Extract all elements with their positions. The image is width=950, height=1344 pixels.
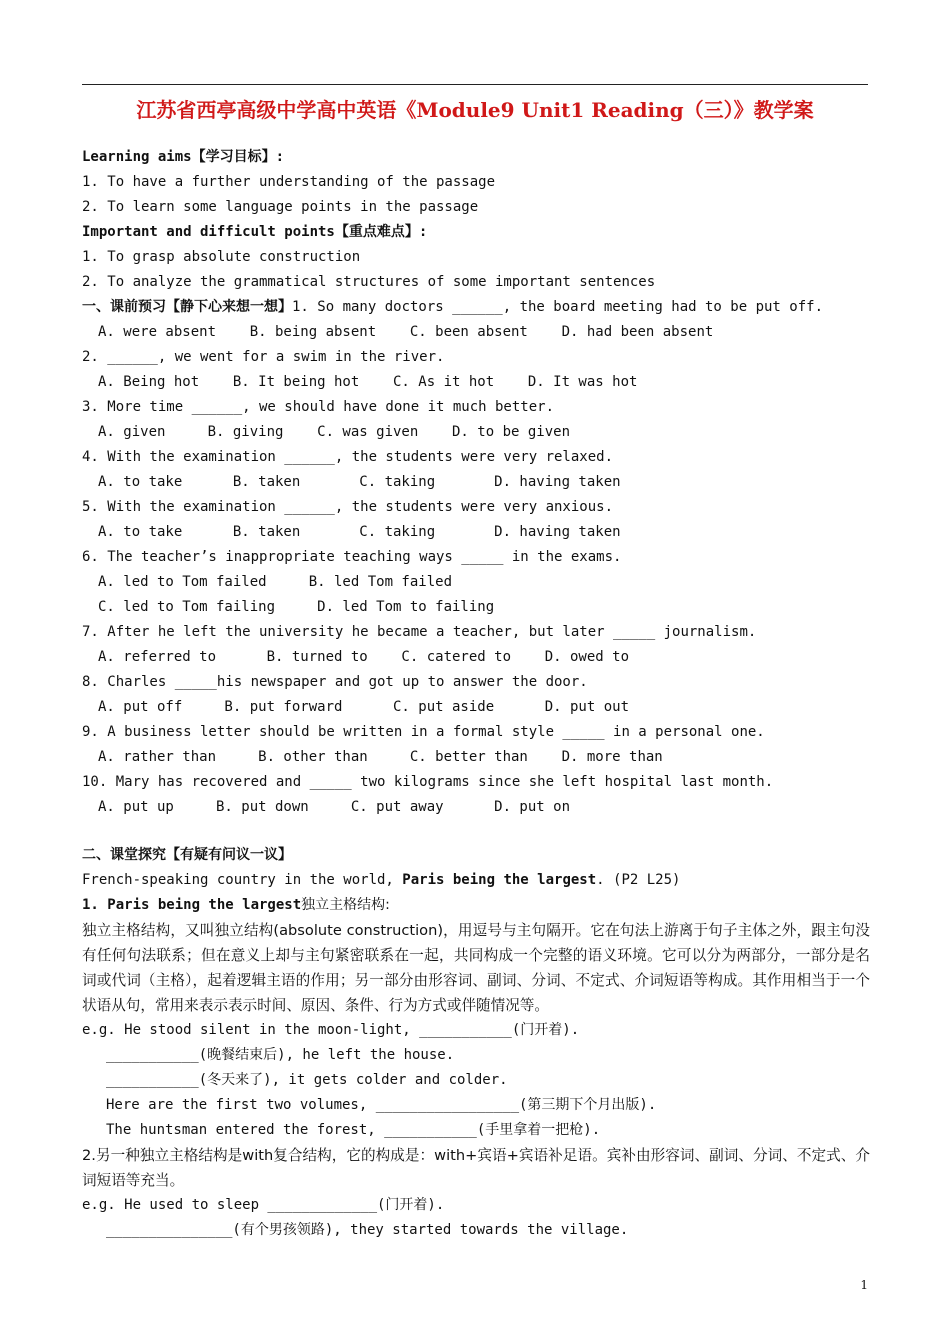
quote-sentence	[82, 868, 872, 893]
point1-heading	[82, 893, 872, 918]
point1-label: 独立主格结构:	[301, 897, 390, 913]
point1-phrase: 1. Paris being the largest	[82, 897, 302, 913]
example-line: The huntsman entered the forest, ___________(手里拿着一把枪).	[106, 1122, 601, 1138]
document-body	[82, 145, 872, 1243]
question-options: A. put up B. put down C. put away D. put on	[98, 799, 571, 815]
quote-reference: . (P2 L25)	[596, 872, 681, 888]
question-options: A. Being hot B. It being hot C. As it hot D. It was hot	[98, 374, 638, 390]
question-options: A. were absent B. being absent C. been absent D. had been absent	[98, 324, 714, 340]
learning-aim-item: 1. To have a further understanding of the passage	[82, 174, 496, 190]
question-stem: 7. After he left the university he became a teacher, but later _____ journalism.	[82, 624, 757, 640]
example-line: Here are the first two volumes, _________________(第三期下个月出版).	[106, 1097, 657, 1113]
question-stem: 9. A business letter should be written in a formal style _____ in a personal one.	[82, 724, 765, 740]
question-options: A. led to Tom failed B. led Tom failed	[98, 574, 453, 590]
key-point-item: 1. To grasp absolute construction	[82, 249, 361, 265]
example-line: e.g. He stood silent in the moon-light, ___________(门开着).	[82, 1022, 580, 1038]
section2-heading: 二、课堂探究【有疑有问议一议】	[82, 847, 292, 863]
key-points-heading: Important and difficult points【重点难点】:	[82, 224, 428, 240]
question-stem: 4. With the examination ______, the students were very relaxed.	[82, 449, 614, 465]
question-stem: 5. With the examination ______, the students were very anxious.	[82, 499, 614, 515]
question-options: A. referred to B. turned to C. catered to D. owed to	[98, 649, 630, 665]
header-rule	[82, 84, 868, 85]
example-line: ___________(晚餐结束后), he left the house.	[106, 1047, 455, 1063]
question-stem: 6. The teacher’s inappropriate teaching ways _____ in the exams.	[82, 549, 622, 565]
page-number: 1	[860, 1278, 868, 1292]
example-line: _______________(有个男孩领路), they started towards the village.	[106, 1222, 629, 1238]
question-options: C. led to Tom failing D. led Tom to failing	[98, 599, 495, 615]
spacer	[82, 820, 872, 843]
question-options: A. rather than B. other than C. better than D. more than	[98, 749, 663, 765]
question-stem: 2. ______, we went for a swim in the river.	[82, 349, 445, 365]
page-title: 江苏省西亭高级中学高中英语《Module9 Unit1 Reading（三）》教学案	[136, 98, 814, 122]
question-stem: 10. Mary has recovered and _____ two kilograms since she left hospital last month.	[82, 774, 774, 790]
section1-heading: 一、课前预习【静下心来想一想】	[82, 299, 292, 315]
question-options: A. to take B. taken C. taking D. having taken	[98, 524, 621, 540]
question-stem: 3. More time ______, we should have done it much better.	[82, 399, 555, 415]
quote-text: French-speaking country in the world,	[82, 872, 403, 888]
question-options: A. given B. giving C. was given D. to be given	[98, 424, 571, 440]
question-1	[82, 295, 872, 320]
learning-aim-item: 2. To learn some language points in the passage	[82, 199, 479, 215]
question-stem: 8. Charles _____his newspaper and got up to answer the door.	[82, 674, 588, 690]
point2-explanation: 2.另一种独立主格结构是with复合结构，它的构成是：with+宾语+宾语补足语。宾补由形容词、副词、分词、不定式、介词短语等充当。	[82, 1147, 870, 1189]
question-stem: 1. So many doctors ______, the board meeting had to be put off.	[292, 299, 824, 315]
example-line: e.g. He used to sleep _____________(门开着).	[82, 1197, 445, 1213]
question-options: A. to take B. taken C. taking D. having taken	[98, 474, 621, 490]
question-options: A. put off B. put forward C. put aside D. put out	[98, 699, 630, 715]
example-line: ___________(冬天来了), it gets colder and colder.	[106, 1072, 508, 1088]
point1-explanation: 独立主格结构，又叫独立结构(absolute construction)，用逗号与主句隔开。它在句法上游离于句子主体之外，跟主句没有任何句法联系；但在意义上却与主句紧密联系在一起，共同构成一个完整的语义环境。它可以分为两部分，一部分是名词或代词（主格），起着逻辑主语的作用；另一部分由形容词、副词、分词、不定式、介词短语等构成。其作用相当于一个状语从句，常用来表示表示时间、原因、条件、行为方式或伴随情况等。	[82, 922, 870, 1014]
learning-aims-heading: Learning aims【学习目标】:	[82, 149, 285, 165]
key-point-item: 2. To analyze the grammatical structures of some important sentences	[82, 274, 656, 290]
quote-highlight: Paris being the largest	[402, 872, 597, 888]
